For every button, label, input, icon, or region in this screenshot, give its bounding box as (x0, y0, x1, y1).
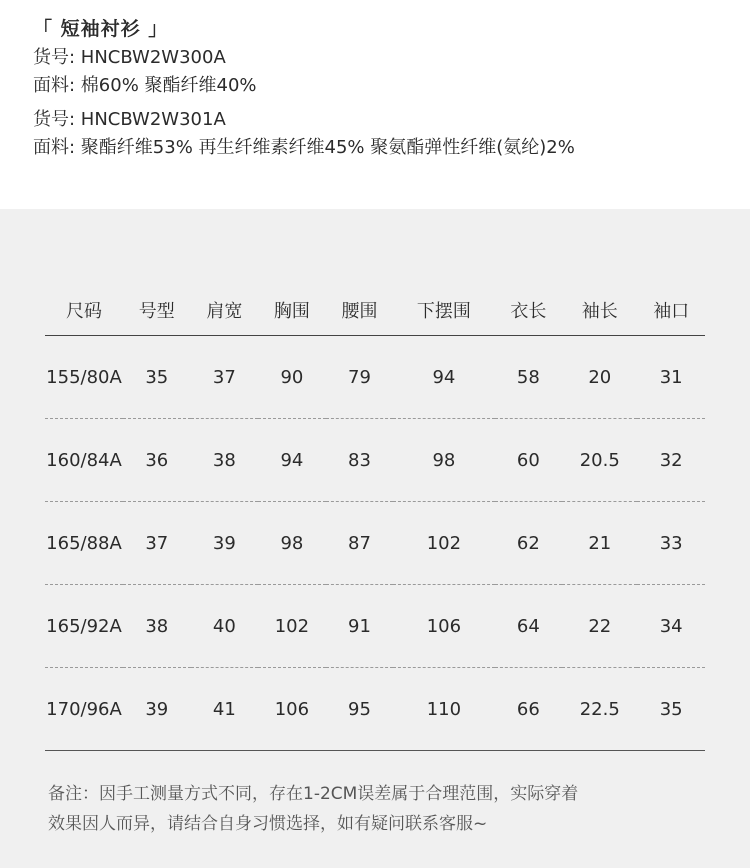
column-header: 腰围 (326, 285, 394, 336)
table-row (45, 668, 705, 751)
table-cell: 170/96A (45, 668, 123, 751)
note-line: 效果因人而异，请结合自身习惯选择，如有疑问联系客服~ (48, 814, 488, 834)
table-cell: 155/80A (45, 336, 123, 419)
table-cell: 31 (637, 336, 705, 419)
table-cell: 32 (637, 419, 705, 502)
product-code-2: 货号: HNCBW2W301A (33, 109, 226, 130)
table-header-row (45, 285, 705, 336)
table-cell: 102 (393, 502, 494, 585)
table-cell: 21 (562, 502, 637, 585)
table-cell: 35 (637, 668, 705, 751)
table-row (45, 419, 705, 502)
table-cell: 20.5 (562, 419, 637, 502)
product-fabric-2: 面料: 聚酯纤维53% 再生纤维素纤维45% 聚氨酯弹性纤维(氨纶)2% (33, 137, 575, 158)
table-cell: 58 (495, 336, 563, 419)
table-cell: 87 (326, 502, 394, 585)
column-header: 袖口 (637, 285, 705, 336)
table-row (45, 585, 705, 668)
table-cell: 91 (326, 585, 394, 668)
table-cell: 98 (258, 502, 326, 585)
table-cell: 83 (326, 419, 394, 502)
column-header: 号型 (123, 285, 191, 336)
column-header: 肩宽 (191, 285, 259, 336)
size-table (45, 285, 705, 751)
column-header: 袖长 (562, 285, 637, 336)
product-fabric-1: 面料: 棉60% 聚酯纤维40% (33, 75, 257, 96)
product-code-1: 货号: HNCBW2W300A (33, 47, 226, 68)
column-header: 胸围 (258, 285, 326, 336)
table-cell: 38 (191, 419, 259, 502)
table-cell: 33 (637, 502, 705, 585)
table-cell: 60 (495, 419, 563, 502)
table-cell: 36 (123, 419, 191, 502)
table-cell: 40 (191, 585, 259, 668)
table-cell: 79 (326, 336, 394, 419)
table-row (45, 336, 705, 419)
table-cell: 39 (123, 668, 191, 751)
table-cell: 22.5 (562, 668, 637, 751)
column-header: 尺码 (45, 285, 123, 336)
table-cell: 22 (562, 585, 637, 668)
table-cell: 41 (191, 668, 259, 751)
table-cell: 38 (123, 585, 191, 668)
size-chart-section (0, 209, 750, 868)
table-cell: 34 (637, 585, 705, 668)
table-cell: 39 (191, 502, 259, 585)
table-cell: 106 (258, 668, 326, 751)
table-row (45, 502, 705, 585)
table-cell: 95 (326, 668, 394, 751)
table-cell: 110 (393, 668, 494, 751)
table-cell: 37 (123, 502, 191, 585)
table-cell: 20 (562, 336, 637, 419)
table-cell: 165/88A (45, 502, 123, 585)
table-cell: 64 (495, 585, 563, 668)
table-cell: 90 (258, 336, 326, 419)
table-cell: 102 (258, 585, 326, 668)
note-line: 备注：因手工测量方式不同，存在1-2CM误差属于合理范围，实际穿着 (48, 784, 579, 804)
section-title: 「 短袖衬衫 」 (33, 18, 169, 40)
table-cell: 165/92A (45, 585, 123, 668)
table-cell: 66 (495, 668, 563, 751)
table-cell: 160/84A (45, 419, 123, 502)
product-info-section (0, 0, 750, 209)
column-header: 下摆围 (393, 285, 494, 336)
table-cell: 62 (495, 502, 563, 585)
table-cell: 94 (258, 419, 326, 502)
table-cell: 106 (393, 585, 494, 668)
table-cell: 94 (393, 336, 494, 419)
column-header: 衣长 (495, 285, 563, 336)
table-cell: 98 (393, 419, 494, 502)
measurement-note (48, 779, 718, 839)
table-cell: 37 (191, 336, 259, 419)
table-cell: 35 (123, 336, 191, 419)
